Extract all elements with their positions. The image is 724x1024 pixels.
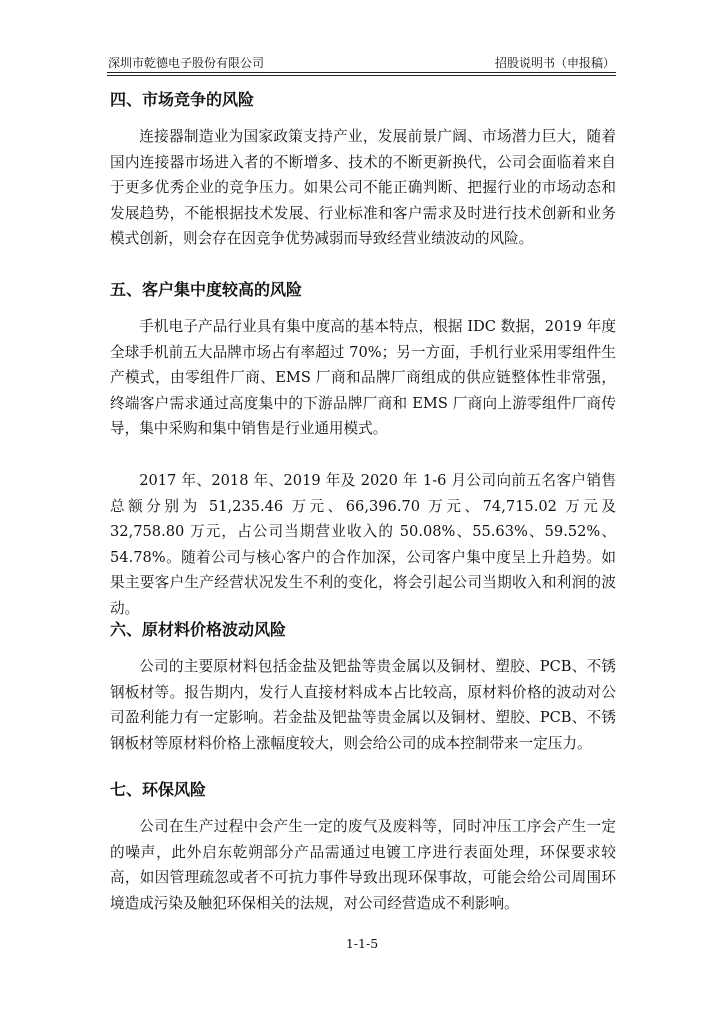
header-rule-thick: [107, 72, 616, 73]
header-company-name: 深圳市乾德电子股份有限公司: [108, 56, 265, 70]
paragraph-customer-concentration-industry: 手机电子产品行业具有集中度高的基本特点，根据 IDC 数据，2019 年度全球手机前五大品牌市场占有率超过 70%；另一方面，手机行业采用零组件生产模式，由零组件厂商、EMS 厂商和品牌厂商组成的供应链整体性非常强，终端客户需求通过高度集中的下游品牌厂商和 EMS 厂商向上游零组件厂商传导，集中采购和集中销售是行业通用模式。: [110, 318, 616, 437]
header-document-title: 招股说明书（申报稿）: [494, 56, 615, 70]
paragraph-customer-concentration-figures: 2017 年、2018 年、2019 年及 2020 年 1-6 月公司向前五名客户销售总额分别为 51,235.46 万元、66,396.70 万元、74,715.02 万元及 32,758.80 万元，占公司当期营业收入的 50.08%、55.63%、59.52%、54.78%。随着公司与核心客户的合作加深，公司客户集中度呈上升趋势。如果主要客户生产经营状况发生不利的变化，将会引起公司当期收入和利润的波动。: [110, 472, 616, 617]
section-heading-market-competition: 四、市场竞争的风险: [110, 90, 255, 109]
paragraph-raw-material: 公司的主要原材料包括金盐及钯盐等贵金属以及铜材、塑胶、PCB、不锈钢板材等。报告期内，发行人直接材料成本占比较高，原材料价格的波动对公司盈利能力有一定影响。若金盐及钯盐等贵金属以及铜材、塑胶、PCB、不锈钢板材等原材料价格上涨幅度较大，则会给公司的成本控制带来一定压力。: [110, 658, 616, 752]
header-rule-thin: [107, 75, 616, 76]
page-number: 1-1-5: [345, 936, 379, 951]
section-heading-environmental: 七、环保风险: [110, 780, 207, 799]
paragraph-market-competition: 连接器制造业为国家政策支持产业，发展前景广阔、市场潜力巨大，随着国内连接器市场进入者的不断增多、技术的不断更新换代，公司会面临着来自于更多优秀企业的竞争压力。如果公司不能正确判断、把握行业的市场动态和发展趋势，不能根据技术发展、行业标准和客户需求及时进行技术创新和业务模式创新，则会存在因竞争优势减弱而导致经营业绩波动的风险。: [110, 128, 616, 247]
paragraph-environmental: 公司在生产过程中会产生一定的废气及废料等，同时冲压工序会产生一定的噪声，此外启东乾朔部分产品需通过电镀工序进行表面处理，环保要求较高，如因管理疏忽或者不可抗力事件导致出现环保事故，可能会给公司周围环境造成污染及触犯环保相关的法规，对公司经营造成不利影响。: [110, 818, 616, 912]
section-heading-raw-material: 六、原材料价格波动风险: [110, 620, 287, 639]
section-heading-customer-concentration: 五、客户集中度较高的风险: [110, 280, 303, 299]
